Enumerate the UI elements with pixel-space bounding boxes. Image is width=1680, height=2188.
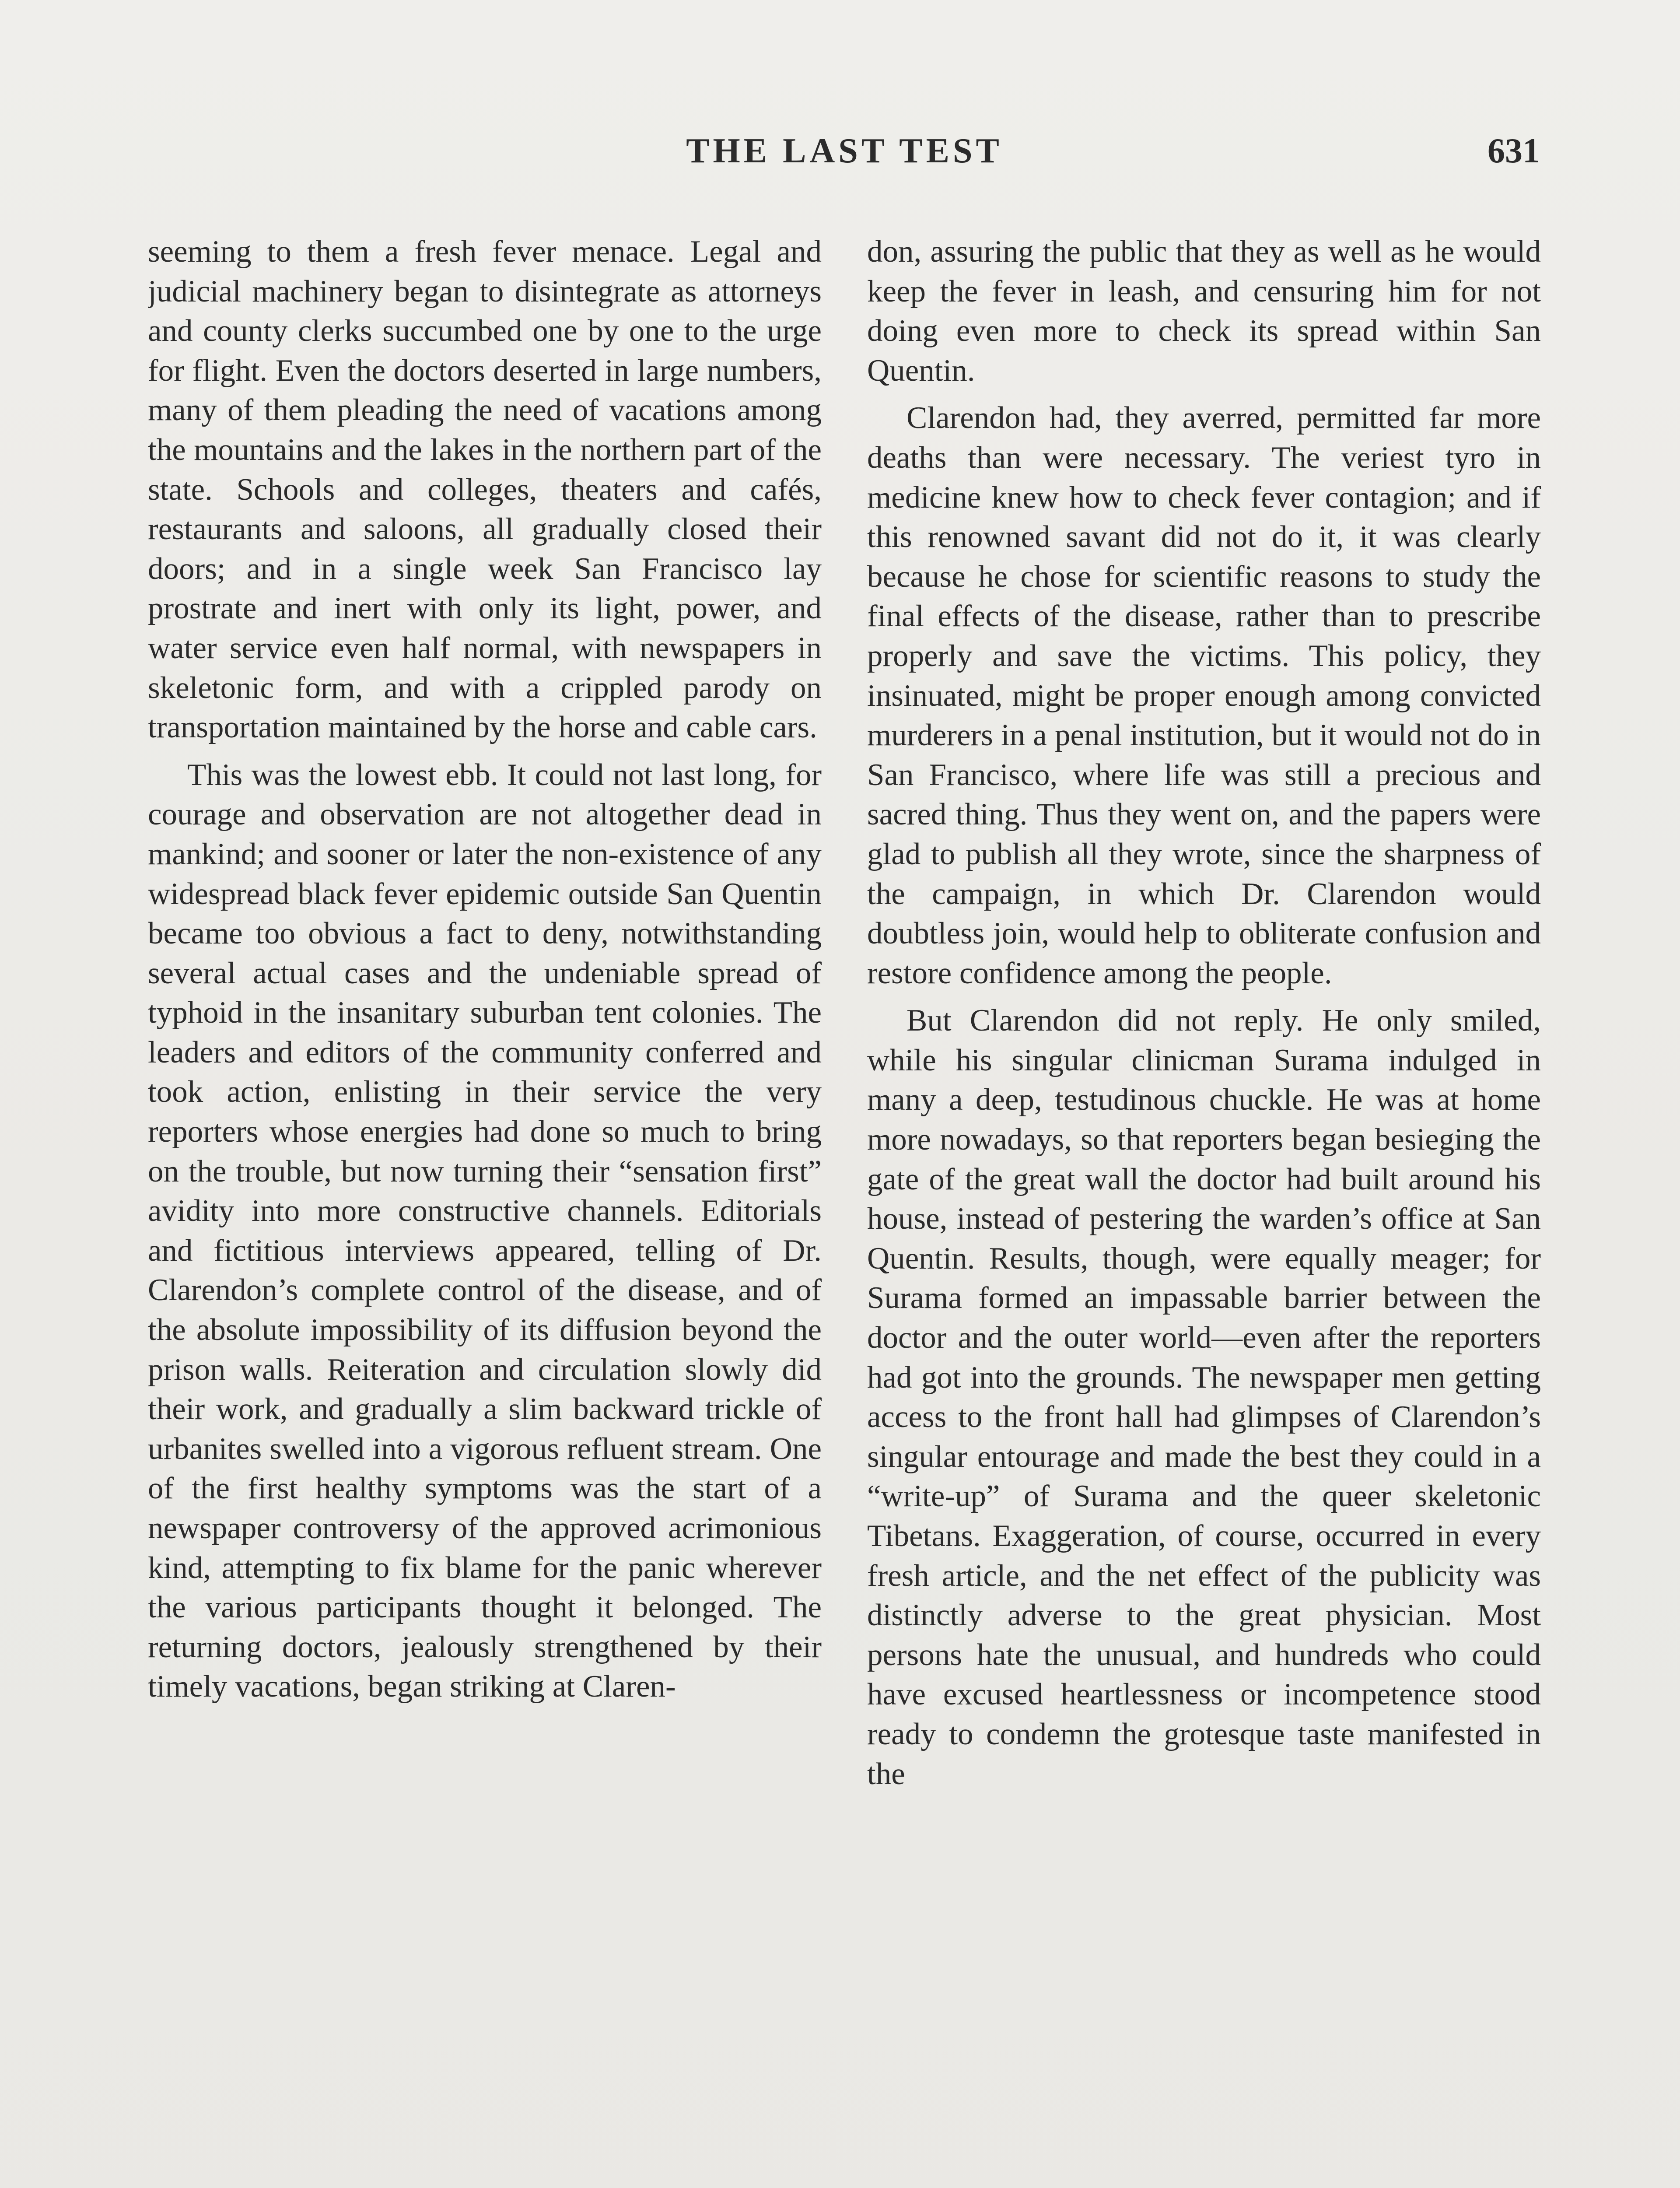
- page-number: 631: [1488, 132, 1540, 170]
- right-column: [867, 232, 1541, 2188]
- paragraph: Clarendon had, they averred, permitted far more deaths than were necessary. The veriest tyro in medicine knew how to check fever contagion; and if this renowned savant did not do it, it was clearly because he chose for scientific reasons to study the final effects of the disease, rather than to prescribe properly and save the victims. This policy, they insinuated, might be proper enough among convicted murderers in a penal institution, but it would not do in San Francisco, where life was still a precious and sacred thing. Thus they went on, and the papers were glad to publish all they wrote, since the sharpness of the campaign, in which Dr. Clarendon would doubtless join, would help to obliterate confusion and restore confidence among the people.: [867, 401, 1541, 990]
- paragraph: But Clarendon did not reply. He only smiled, while his singular clinicman Surama indulged in many a deep, testudinous chuckle. He was at home more nowadays, so that reporters began besieging the gate of the great wall the doctor had built around his house, instead of pestering the warden’s office at San Quentin. Results, though, were equally meager; for Surama formed an impassable barrier between the doctor and the outer world—even after the reporters had got into the grounds. The newspaper men getting access to the front hall had glimpses of Clarendon’s singular entourage and made the best they could in a “write-up” of Surama and the queer skeletonic Tibetans. Exaggeration, of course, occurred in every fresh article, and the net effect of the publicity was distinctly adverse to the great physician. Most persons hate the unusual, and hundreds who could have excused heartlessness or incompetence stood ready to condemn the grotesque taste manifested in the: [867, 1003, 1541, 1791]
- paragraph: seeming to them a fresh fever menace. Legal and judicial machinery began to disintegrate as attorneys and county clerks succumbed one by one to the urge for flight. Even the doctors deserted in large numbers, many of them pleading the need of vacations among the mountains and the lakes in the northern part of the state. Schools and colleges, theaters and cafés, restaurants and saloons, all gradually closed their doors; and in a single week San Francisco lay prostrate and inert with only its light, power, and water service even half normal, with newspapers in skeletonic form, and with a crippled parody on transportation maintained by the horse and cable cars.: [148, 235, 822, 745]
- paragraph: This was the lowest ebb. It could not last long, for courage and observation are not altogether dead in mankind; and sooner or later the non-existence of any widespread black fever epidemic outside San Quentin became too obvious a fact to deny, notwithstanding several actual cases and the undeniable spread of typhoid in the insanitary suburban tent colonies. The leaders and editors of the community conferred and took action, enlisting in their service the very reporters whose energies had done so much to bring on the trouble, but now turning their “sensation first” avidity into more constructive channels. Editorials and fictitious interviews appeared, telling of Dr. Clarendon’s complete control of the disease, and of the absolute impossibility of its diffusion beyond the prison walls. Reiteration and circulation slowly did their work, and gradually a slim backward trickle of urbanites swelled into a vigorous refluent stream. One of the first healthy symptoms was the start of a newspaper controversy of the approved acrimonious kind, attempting to fix blame for the panic wherever the various participants thought it belonged. The returning doctors, jealously strengthened by their timely vacations, began striking at Claren-: [148, 757, 822, 1704]
- paragraph: don, assuring the public that they as well as he would keep the fever in leash, and censuring him for not doing even more to check its spread within San Quentin.: [867, 235, 1541, 388]
- page-title: THE LAST TEST: [686, 132, 1003, 170]
- left-column: [148, 232, 822, 2188]
- running-head: [149, 131, 1540, 184]
